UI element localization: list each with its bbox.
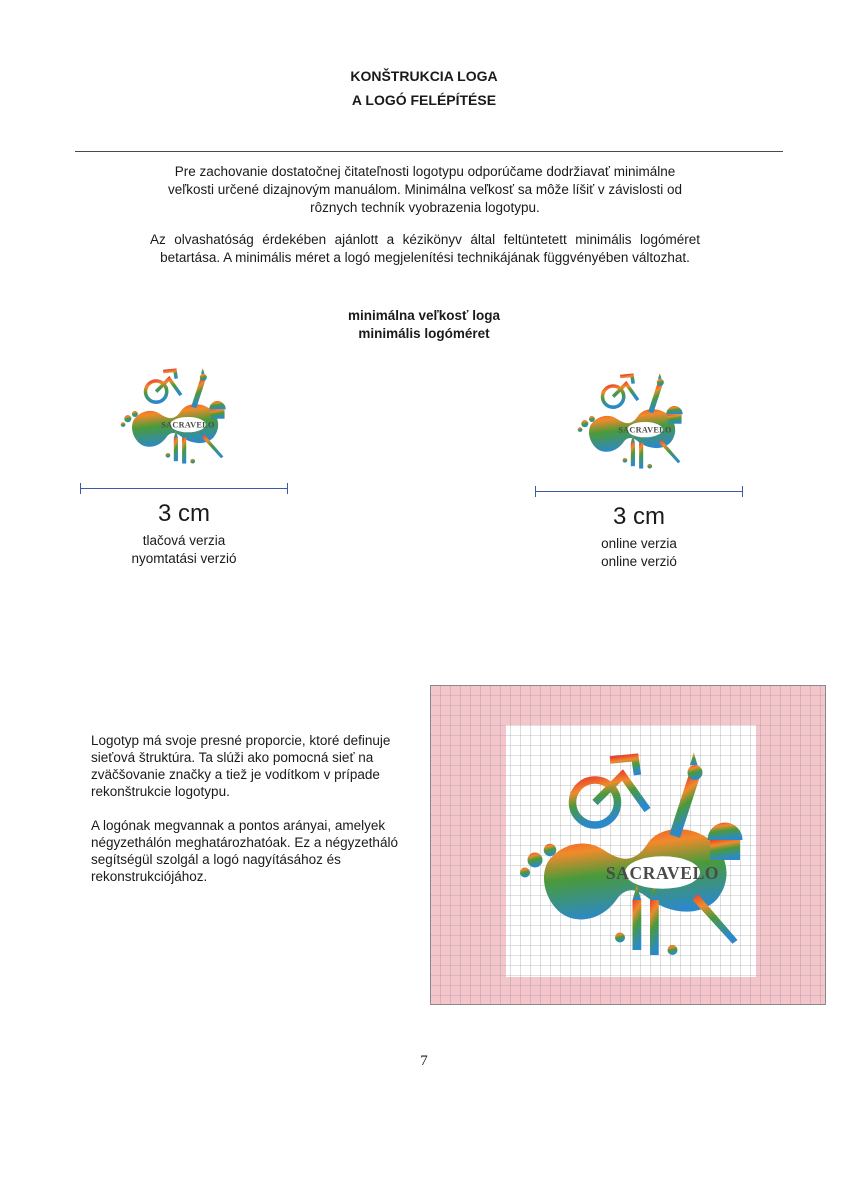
page-title-line2: A LOGÓ FELÉPÍTÉSE	[351, 92, 497, 108]
page-title-line1: KONŠTRUKCIA LOGA	[350, 68, 498, 84]
min-size-heading-hu: minimális logóméret	[358, 326, 490, 341]
measure-tick-right	[287, 483, 288, 494]
grid-lines	[430, 685, 826, 1005]
min-size-heading-sk: minimálna veľkosť loga	[348, 308, 500, 323]
logo-print-version	[116, 355, 234, 473]
measure-line-online	[535, 491, 743, 492]
label-online-sk: online verzia	[601, 536, 677, 551]
grid-description-sk: Logotyp má svoje presné proporcie, ktoré definuje sieťová štruktúra. Ta slúži ako pomocná sieť na zväčšovanie značky a tiež je vodítkom v prípade rekonštrukcie logotypu.	[91, 733, 391, 799]
page-number: 7	[420, 1053, 428, 1069]
dimension-online: 3 cm	[612, 503, 665, 530]
intro-paragraph-hu: Az olvashatóság érdekében ajánlott a kézikönyv által feltüntetett minimális logóméret betartása. A minimális méret a logó megjelenítési technikájának függvényében változhat.	[150, 232, 700, 265]
divider	[75, 151, 783, 152]
measure-line-print	[80, 488, 288, 489]
grid-description	[91, 732, 401, 902]
label-print-sk: tlačová verzia	[142, 533, 226, 548]
logo-online-version	[573, 360, 691, 478]
measure-tick-left	[535, 486, 536, 497]
intro-paragraph-sk: Pre zachovanie dostatočnej čitateľnosti logotypu odporúčame dodržiavať minimálne veľkosti určené dizajnovým manuálom. Minimálna veľkosť sa môže líšiť v závislosti od rôznych techník vyobrazenia logotypu.	[168, 164, 682, 215]
grid-description-hu: A logónak megvannak a pontos arányai, amelyek négyzethálón meghatározhatóak. Ez a négyzetháló segítségül szolgál a logó nagyításához és rekonstrukciójához.	[91, 818, 398, 884]
dimension-print: 3 cm	[157, 500, 210, 527]
label-print-hu: nyomtatási verzió	[131, 551, 237, 566]
measure-tick-right	[742, 486, 743, 497]
construction-grid	[430, 685, 826, 1005]
label-online-hu: online verzió	[601, 554, 677, 569]
measure-tick-left	[80, 483, 81, 494]
